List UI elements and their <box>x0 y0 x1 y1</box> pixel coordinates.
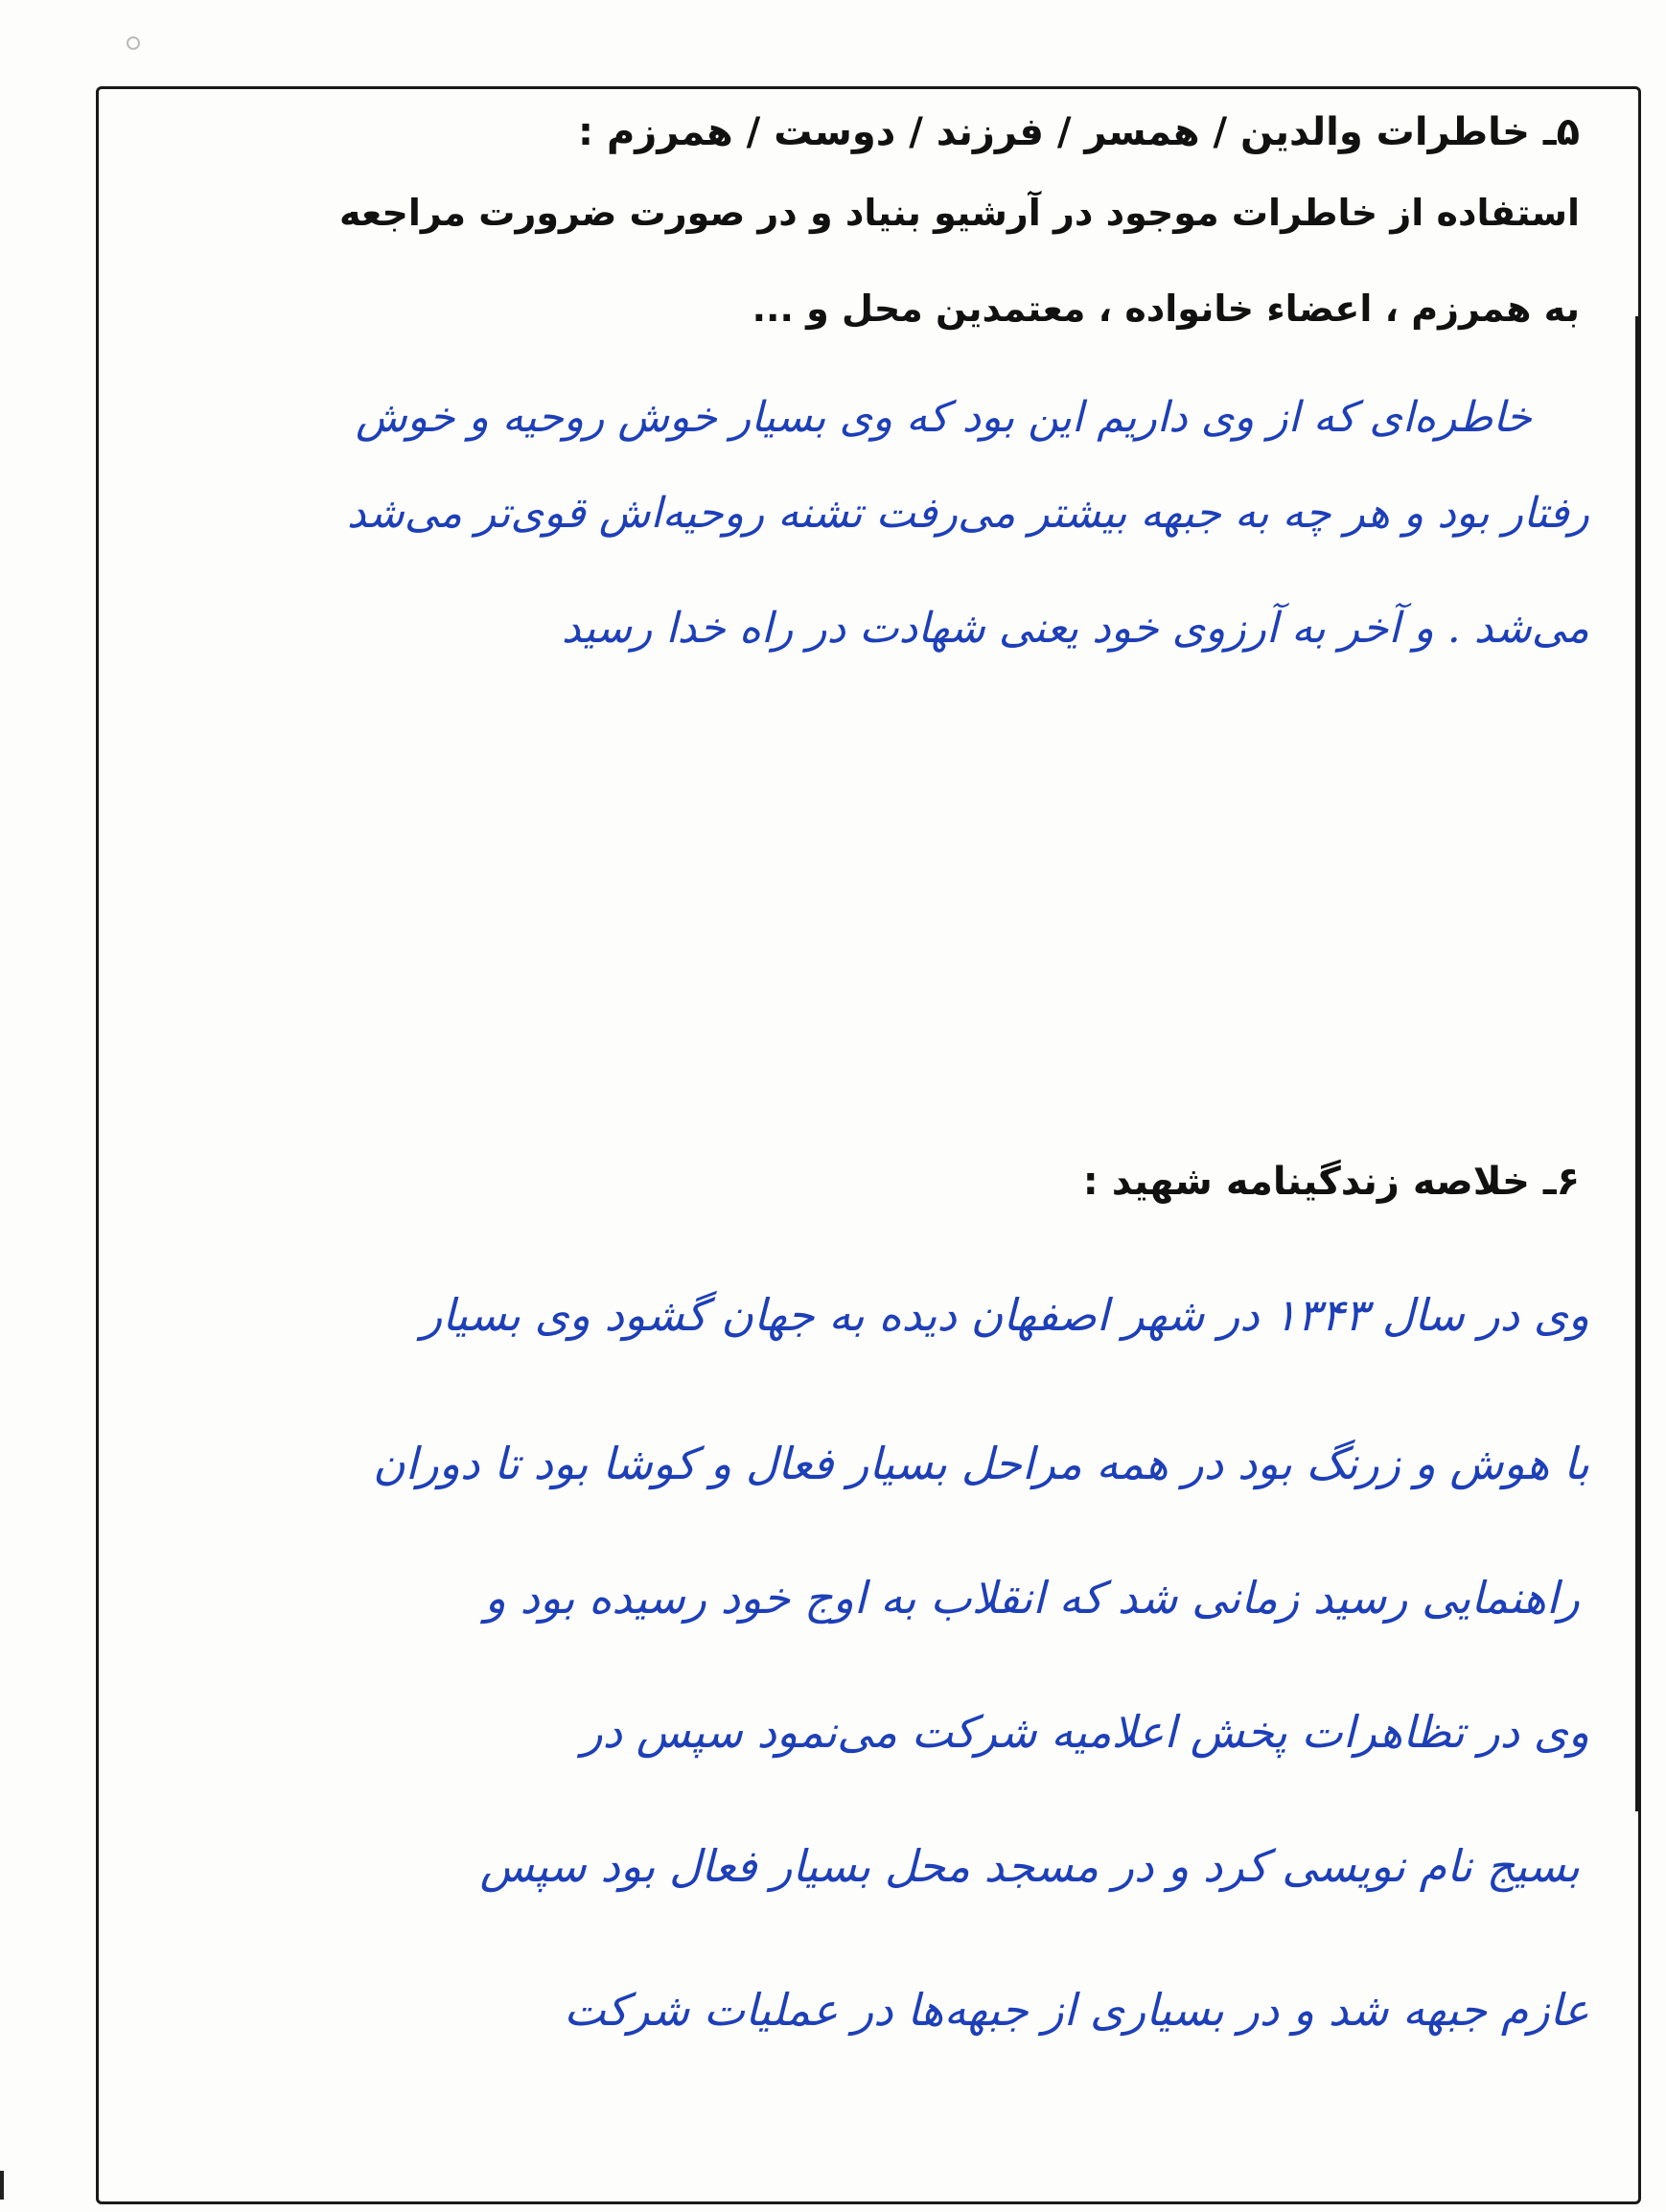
page-edge-mark <box>0 2171 4 2200</box>
biography-handwritten-line: عازم جبهه شد و در بسیاری از جبهه‌ها در عملیات شرکت <box>564 1984 1589 2036</box>
biography-handwritten-line: وی در تظاهرات پخش اعلامیه شرکت می‌نمود سپس در <box>581 1706 1589 1758</box>
memory-handwritten-line: خاطره‌ای که از وی داریم این بود که وی بسیار خوش روحیه و خوش <box>355 393 1532 442</box>
right-margin-rule <box>1635 316 1638 1811</box>
section6-heading: ۶ـ خلاصه زندگینامه شهید : <box>1082 1160 1580 1204</box>
section5-instruction-line2: به همرزم ، اعضاء خانواده ، معتمدین محل و ... <box>752 288 1580 330</box>
memory-handwritten-line: می‌شد . و آخر به آرزوی خود یعنی شهادت در راه خدا رسید <box>561 604 1589 653</box>
biography-handwritten-line: راهنمایی رسید زمانی شد که انقلاب به اوج خود رسیده بود و <box>484 1572 1580 1624</box>
biography-handwritten-line: با هوش و زرنگ بود در همه مراحل بسیار فعال و کوشا بود تا دوران <box>373 1438 1589 1489</box>
biography-handwritten-line: وی در سال ۱۳۴۳ در شهر اصفهان دیده به جهان گشود وی بسیار <box>421 1289 1589 1341</box>
biography-handwritten-line: بسیج نام نویسی کرد و در مسجد محل بسیار فعال بود سپس <box>479 1840 1580 1892</box>
punch-hole-mark <box>127 36 140 50</box>
memory-handwritten-line: رفتار بود و هر چه به جبهه بیشتر می‌رفت تشنه روحیه‌اش قوی‌تر می‌شد <box>346 489 1589 538</box>
section5-heading: ۵ـ خاطرات والدین / همسر / فرزند / دوست / همرزم : <box>578 110 1580 154</box>
section5-instruction-line1: استفاده از خاطرات موجود در آرشیو بنیاد و در صورت ضرورت مراجعه <box>338 192 1580 234</box>
